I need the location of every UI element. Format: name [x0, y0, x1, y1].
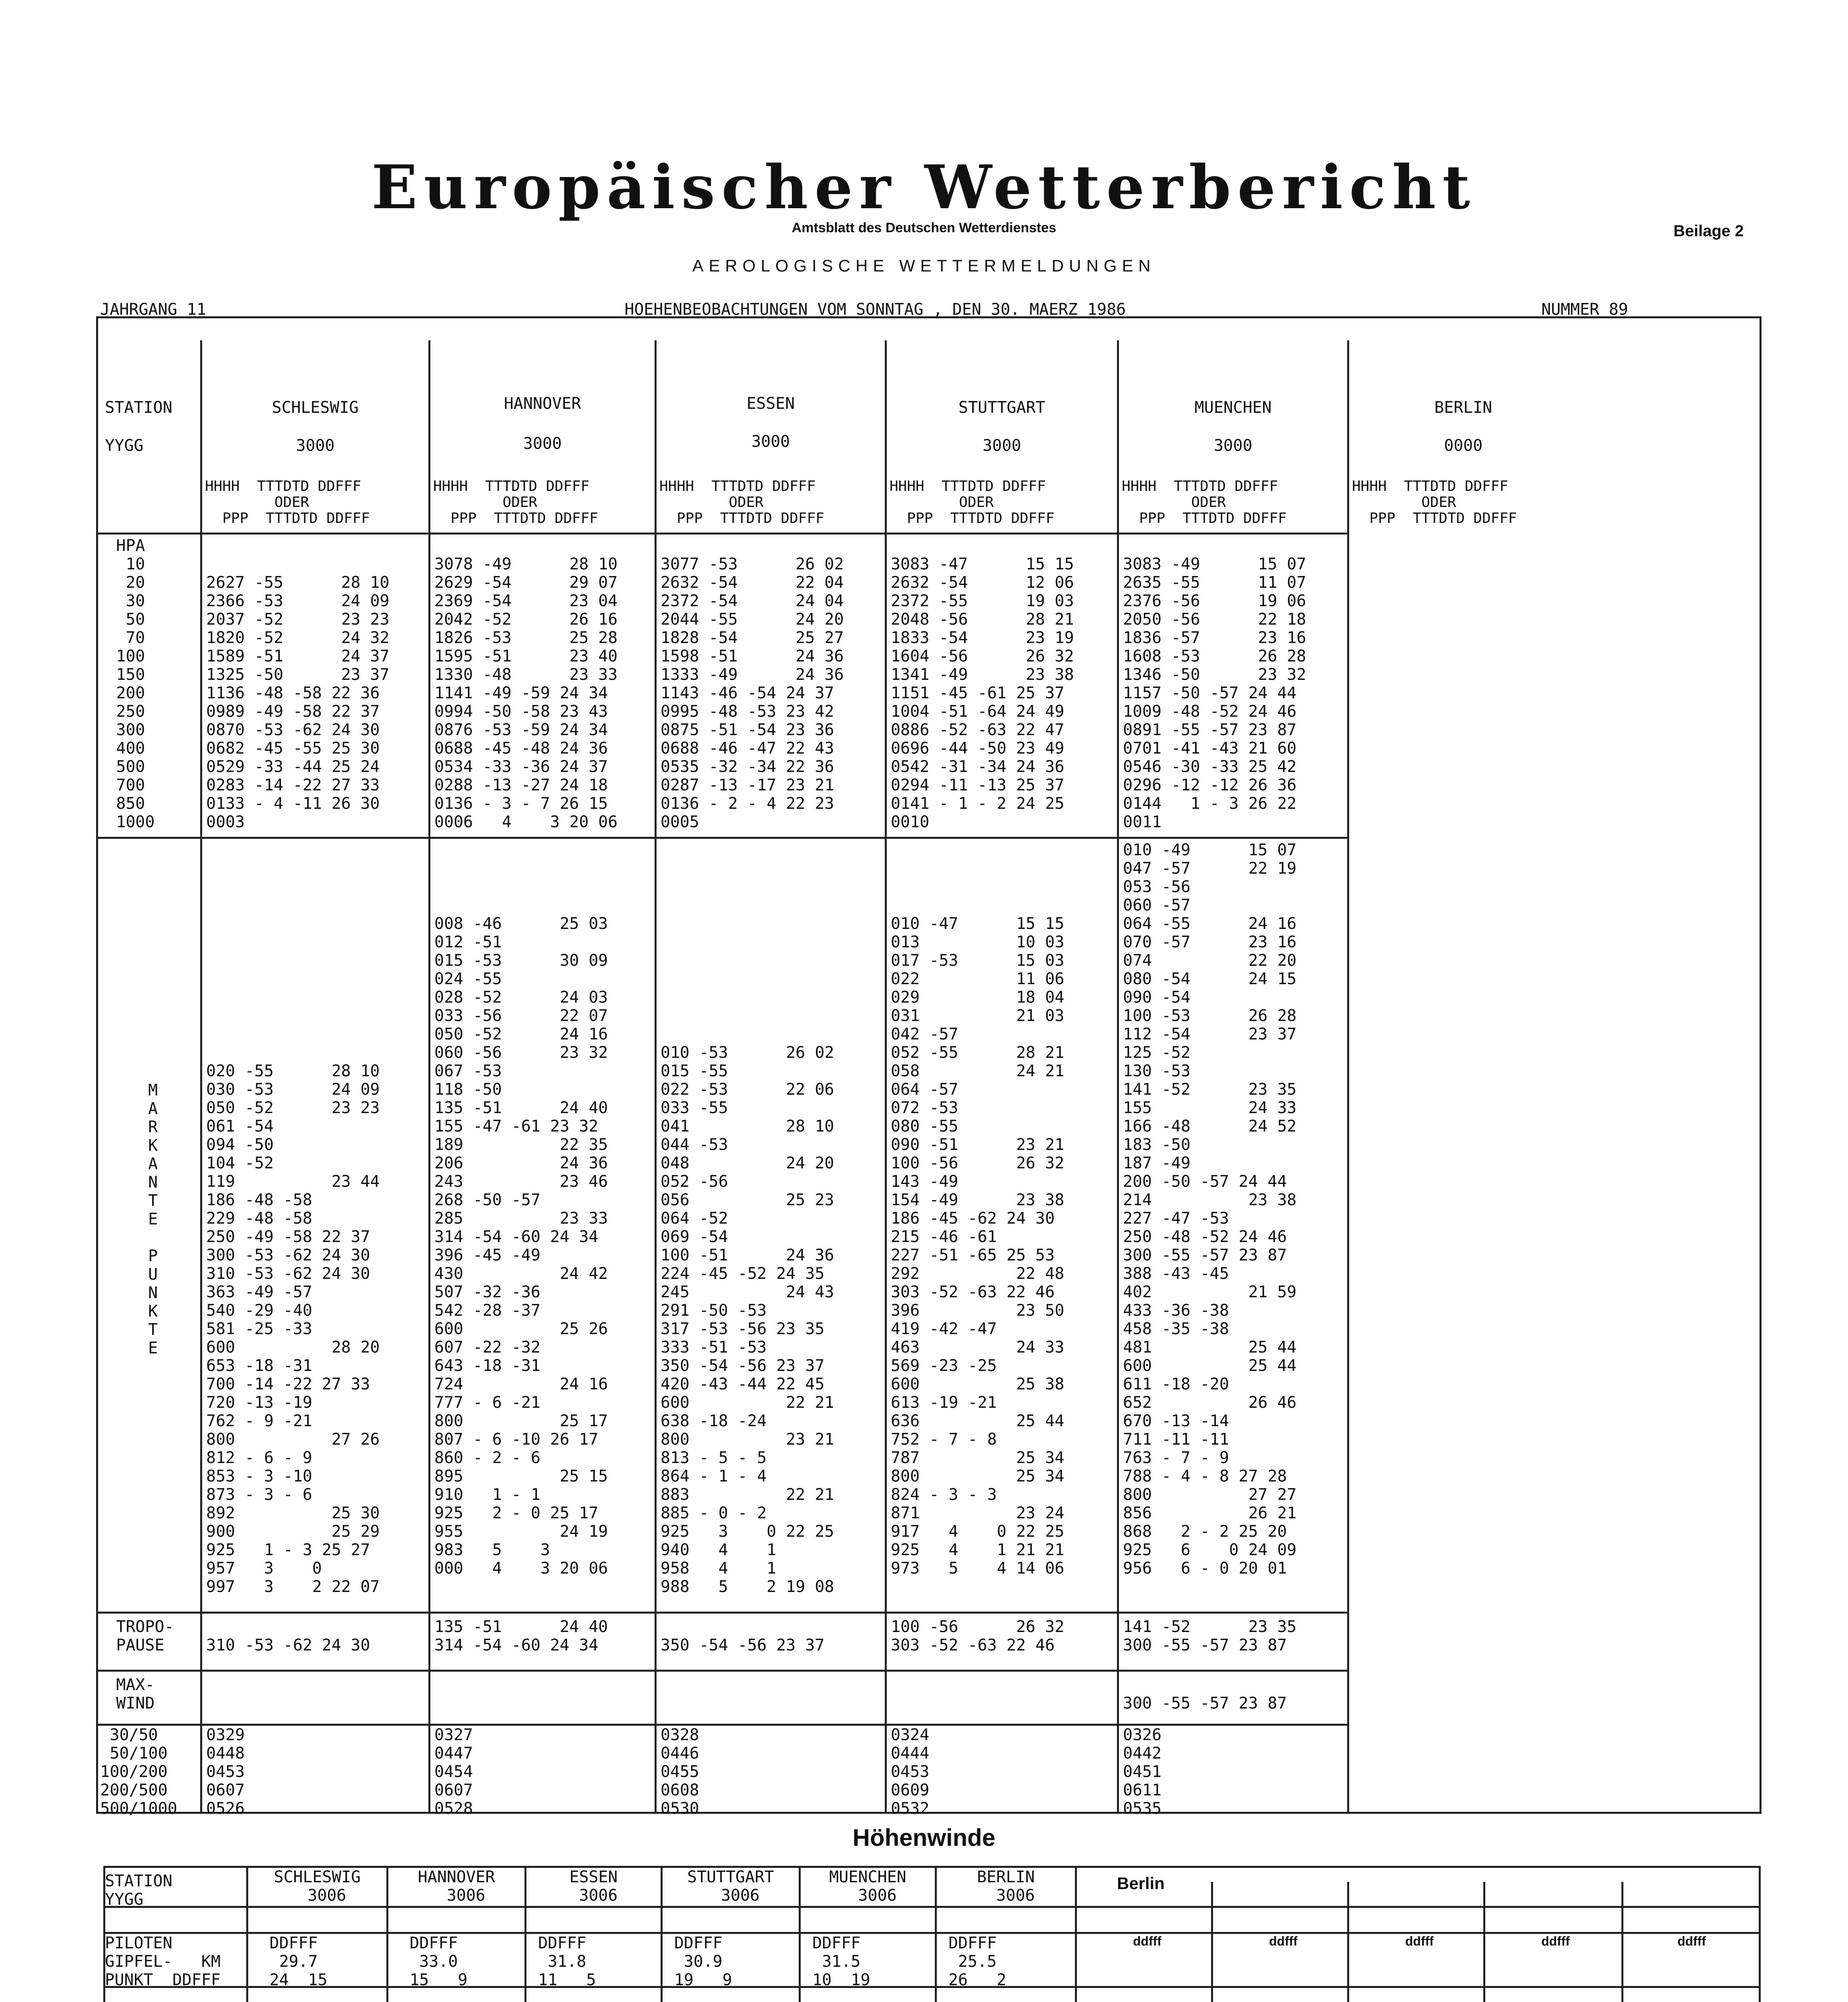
col-head-line: PPP TTTDTD DDFFF [1122, 510, 1287, 527]
hw-station-label: STATION YYGG [105, 1872, 173, 1909]
col-head-line: ODER [1122, 494, 1226, 511]
ddfff-head: ddfff [1133, 1934, 1162, 1948]
std-levels-schleswig: 2627 -55 28 10 2366 -53 24 09 2037 -52 23 23 1820 -52 24 32 1589 -51 24 37 1325 -50 23 37 1136 -48 -58 22 36 0989 -49 -58 22 37 0870 -53 -62 24 30 0682 -45 -55 25 30 0529 -33 -44 25 24 0283 -14 -22 27 33 0133 - 4 -11 26 30 0003 [206, 573, 390, 831]
hoehenwinde-title: Höhenwinde [852, 1824, 996, 1851]
std-levels-stuttgart: 3083 -47 15 15 2632 -54 12 06 2372 -55 19 03 2048 -56 28 21 1833 -54 23 19 1604 -56 26 32 1341 -49 23 38 1151 -45 -61 25 37 1004 -51 -64 24 49 0886 -52 -63 22 47 0696 -44 -50 23 49 0542 -31 -34 24 36 0294 -11 -13 25 37 0141 - 1 - 2 24 25 0010 [891, 555, 1074, 831]
subtitle: Amtsblatt des Deutschen Wetterdienstes [791, 220, 1057, 235]
mp-hannover: 008 -46 25 03 012 -51 015 -53 30 09 024 -55 028 -52 24 03 033 -56 22 07 050 -52 24 16 060 -56 23 32 067 -53 118 -50 135 -51 24 40 155 -47 -61 23 32 189 22 35 206 24 36 243 23 46 268 -50 -57 285 23 33 314 -54 -60 24 34 396 -45 -49 430 24 42 507 -32 -36 542 -28 -37 600 25 26 607 -22 -32 643 -18 -31 724 24 16 777 - 6 -21 800 25 17 807 - 6 -10 26 17 860 - 2 - 6 895 25 15 910 1 - 1 925 2 - 0 25 17 955 24 19 983 5 3 000 4 3 20 06 [434, 915, 608, 1578]
std-levels-hannover: 3078 -49 28 10 2629 -54 29 07 2369 -54 23 04 2042 -52 26 16 1826 -53 25 28 1595 -51 23 40 1330 -48 23 33 1141 -49 -59 24 34 0994 -50 -58 23 43 0876 -53 -59 24 34 0688 -45 -48 24 36 0534 -33 -36 24 37 0288 -13 -27 24 18 0136 - 3 - 7 26 15 0006 4 3 20 06 [434, 555, 618, 831]
hw-station: SCHLESWIG 3006 [274, 1868, 361, 1905]
std-levels-muenchen: 3083 -49 15 07 2635 -55 11 07 2376 -56 19 06 2050 -56 22 18 1836 -57 23 16 1608 -53 26 28 1346 -50 23 32 1157 -50 -57 24 44 1009 -48 -52 24 46 0891 -55 -57 23 87 0701 -41 -43 21 60 0546 -30 -33 25 42 0296 -12 -12 26 36 0144 1 - 3 26 22 0011 [1123, 555, 1306, 831]
beilage-label: Beilage 2 [1673, 222, 1744, 240]
issue-number: NUMMER 89 [1541, 300, 1628, 319]
hw-piloten: DDFFF 30.9 19 9 [674, 1934, 732, 1989]
col-head-line: HHHH TTTDTD DDFFF [1352, 478, 1509, 494]
page-title: Europäischer Wetterbericht [372, 152, 1476, 223]
thick-schleswig: 0329 0448 0453 0607 0526 [206, 1726, 245, 1818]
mp-muenchen: 010 -49 15 07 047 -57 22 19 053 -56 060 -57 064 -55 24 16 070 -57 23 16 074 22 20 080 -54 24 15 090 -54 100 -53 26 28 112 -54 23 37 125 -52 130 -53 141 -52 23 35 155 24 33 166 -48 24 52 183 -50 187 -49 200 -50 -57 24 44 214 23 38 227 -47 -53 250 -48 -52 24 46 300 -55 -57 23 87 388 -43 -45 402 21 59 433 -36 -38 458 -35 -38 481 25 44 600 25 44 611 -18 -20 652 26 46 670 -13 -14 711 -11 -11 763 - 7 - 9 788 - 4 - 8 27 28 800 27 27 856 26 21 868 2 - 2 25 20 925 6 0 24 09 956 6 - 0 20 01 [1123, 841, 1297, 1578]
col-head-line: HHHH TTTDTD DDFFF [205, 478, 362, 494]
hw-station: HANNOVER 3006 [418, 1868, 495, 1905]
col-head-line: PPP TTTDTD DDFFF [1352, 510, 1517, 527]
ddfff-head: ddfff [1677, 1934, 1706, 1948]
std-levels-essen: 3077 -53 26 02 2632 -54 22 04 2372 -54 24 04 2044 -55 24 20 1828 -54 25 27 1598 -51 24 36 1333 -49 24 36 1143 -46 -54 24 37 0995 -48 -53 23 42 0875 -51 -54 23 36 0688 -46 -47 22 43 0535 -32 -34 22 36 0287 -13 -17 23 21 0136 - 2 - 4 22 23 0005 [661, 555, 844, 831]
tropo-muenchen: 141 -52 23 35 300 -55 -57 23 87 [1123, 1618, 1297, 1654]
station-yygg: 3000 [296, 436, 335, 455]
section-title: AEROLOGISCHE WETTERMELDUNGEN [692, 256, 1156, 275]
station-label: STATION [105, 398, 173, 417]
station-yygg: 0000 [1444, 436, 1483, 455]
mp-schleswig: 020 -55 28 10 030 -53 24 09 050 -52 23 23 061 -54 094 -50 104 -52 119 23 44 186 -48 -58 229 -48 -58 250 -49 -58 22 37 300 -53 -62 24 30 310 -53 -62 24 30 363 -49 -57 540 -29 -40 581 -25 -33 600 28 20 653 -18 -31 700 -14 -22 27 33 720 -13 -19 762 - 9 -21 800 27 26 812 - 6 - 9 853 - 3 -10 873 - 3 - 6 892 25 30 900 25 29 925 1 - 3 25 27 957 3 0 997 3 2 22 07 [206, 1062, 380, 1596]
station-name: MUENCHEN [1194, 398, 1272, 417]
maxwind-label: MAX- WIND [116, 1676, 155, 1713]
hw-piloten: DDFFF 25.5 26 2 [948, 1934, 1006, 1989]
station-name: BERLIN [1434, 398, 1492, 417]
maxwind-muenchen: 300 -55 -57 23 87 [1123, 1694, 1287, 1713]
hw-piloten-label: PILOTEN GIPFEL- KM PUNKT DDFFF [105, 1934, 221, 1989]
thickness-label: 30/50 50/100 100/200 200/500 500/1000 [100, 1726, 177, 1818]
ddfff-head: ddfff [1541, 1934, 1570, 1948]
thick-essen: 0328 0446 0455 0608 0530 [661, 1726, 699, 1818]
col-head-line: PPP TTTDTD DDFFF [205, 510, 370, 527]
jahrgang: JAHRGANG 11 [100, 300, 206, 319]
hw-piloten: DDFFF 31.8 11 5 [538, 1934, 596, 1989]
ddfff-head: ddfff [1405, 1934, 1434, 1948]
mp-essen: 010 -53 26 02 015 -55 022 -53 22 06 033 -55 041 28 10 044 -53 048 24 20 052 -56 056 25 23 064 -52 069 -54 100 -51 24 36 224 -45 -52 24 35 245 24 43 291 -50 -53 317 -53 -56 23 35 333 -51 -53 350 -54 -56 23 37 420 -43 -44 22 45 600 22 21 638 -18 -24 800 23 21 813 - 5 - 5 864 - 1 - 4 883 22 21 885 - 0 - 2 925 3 0 22 25 940 4 1 958 4 1 988 5 2 19 08 [661, 1043, 834, 1596]
ddfff-head: ddfff [1269, 1934, 1298, 1948]
mp-label: M A R K A N T E P U N K T E [148, 1081, 158, 1357]
obs-date: HOEHENBEOBACHTUNGEN VOM SONNTAG , DEN 30. MAERZ 1986 [625, 300, 1126, 319]
hw-station: ESSEN 3006 [569, 1868, 618, 1905]
hw-station: MUENCHEN 3006 [829, 1868, 906, 1905]
col-head-line: PPP TTTDTD DDFFF [890, 510, 1055, 527]
thick-hannover: 0327 0447 0454 0607 0528 [434, 1726, 473, 1818]
yygg-label: YYGG [105, 436, 144, 455]
station-name: STUTTGART [958, 398, 1045, 417]
tropo-hannover: 135 -51 24 40 314 -54 -60 24 34 [434, 1618, 608, 1654]
hw-piloten: DDFFF 29.7 24 15 [269, 1934, 327, 1989]
col-head-line: HHHH TTTDTD DDFFF [659, 478, 816, 494]
hw-station: STUTTGART 3006 [687, 1868, 774, 1905]
hw-station: BERLIN 3006 [977, 1868, 1035, 1905]
mp-stuttgart: 010 -47 15 15 013 10 03 017 -53 15 03 022 11 06 029 18 04 031 21 03 042 -57 052 -55 28 21 058 24 21 064 -57 072 -53 080 -55 090 -51 23 21 100 -56 26 32 143 -49 154 -49 23 38 186 -45 -62 24 30 215 -46 -61 227 -51 -65 25 53 292 22 48 303 -52 -63 22 46 396 23 50 419 -42 -47 463 24 33 569 -23 -25 600 25 38 613 -19 -21 636 25 44 752 - 7 - 8 787 25 34 800 25 34 824 - 3 - 3 871 23 24 917 4 0 22 25 925 4 1 21 21 973 5 4 14 06 [891, 915, 1065, 1578]
tropo-schleswig: 310 -53 -62 24 30 [206, 1636, 370, 1654]
col-head-line: ODER [205, 494, 309, 511]
thick-stuttgart: 0324 0444 0453 0609 0532 [891, 1726, 930, 1818]
pressure-levels: HPA 10 20 30 50 70 100 150 200 250 300 400 500 700 850 1000 [116, 537, 155, 831]
thick-muenchen: 0326 0442 0451 0611 0535 [1123, 1726, 1162, 1818]
station-name: SCHLESWIG [272, 398, 359, 417]
col-head-line: ODER [1352, 494, 1456, 511]
station-name: HANNOVER [504, 394, 581, 413]
col-head-line: HHHH TTTDTD DDFFF [433, 478, 590, 494]
tropo-stuttgart: 100 -56 26 32 303 -52 -63 22 46 [891, 1618, 1065, 1654]
tropo-label: TROPO- PAUSE [116, 1618, 174, 1654]
station-yygg: 3000 [751, 432, 790, 451]
station-name: ESSEN [746, 394, 795, 413]
col-head-line: HHHH TTTDTD DDFFF [890, 478, 1046, 494]
col-head-line: ODER [659, 494, 764, 511]
hw-piloten: DDFFF 31.5 10 19 [812, 1934, 870, 1989]
col-head-line: ODER [433, 494, 538, 511]
hw-piloten: DDFFF 33.0 15 9 [410, 1934, 468, 1989]
hw-berlin-label: Berlin [1117, 1874, 1165, 1893]
col-head-line: PPP TTTDTD DDFFF [433, 510, 598, 527]
tropo-essen: 350 -54 -56 23 37 [661, 1636, 825, 1654]
col-head-line: HHHH TTTDTD DDFFF [1122, 478, 1278, 494]
station-yygg: 3000 [982, 436, 1021, 455]
station-yygg: 3000 [523, 434, 562, 453]
col-head-line: PPP TTTDTD DDFFF [659, 510, 824, 527]
station-yygg: 3000 [1213, 436, 1253, 455]
col-head-line: ODER [890, 494, 994, 511]
